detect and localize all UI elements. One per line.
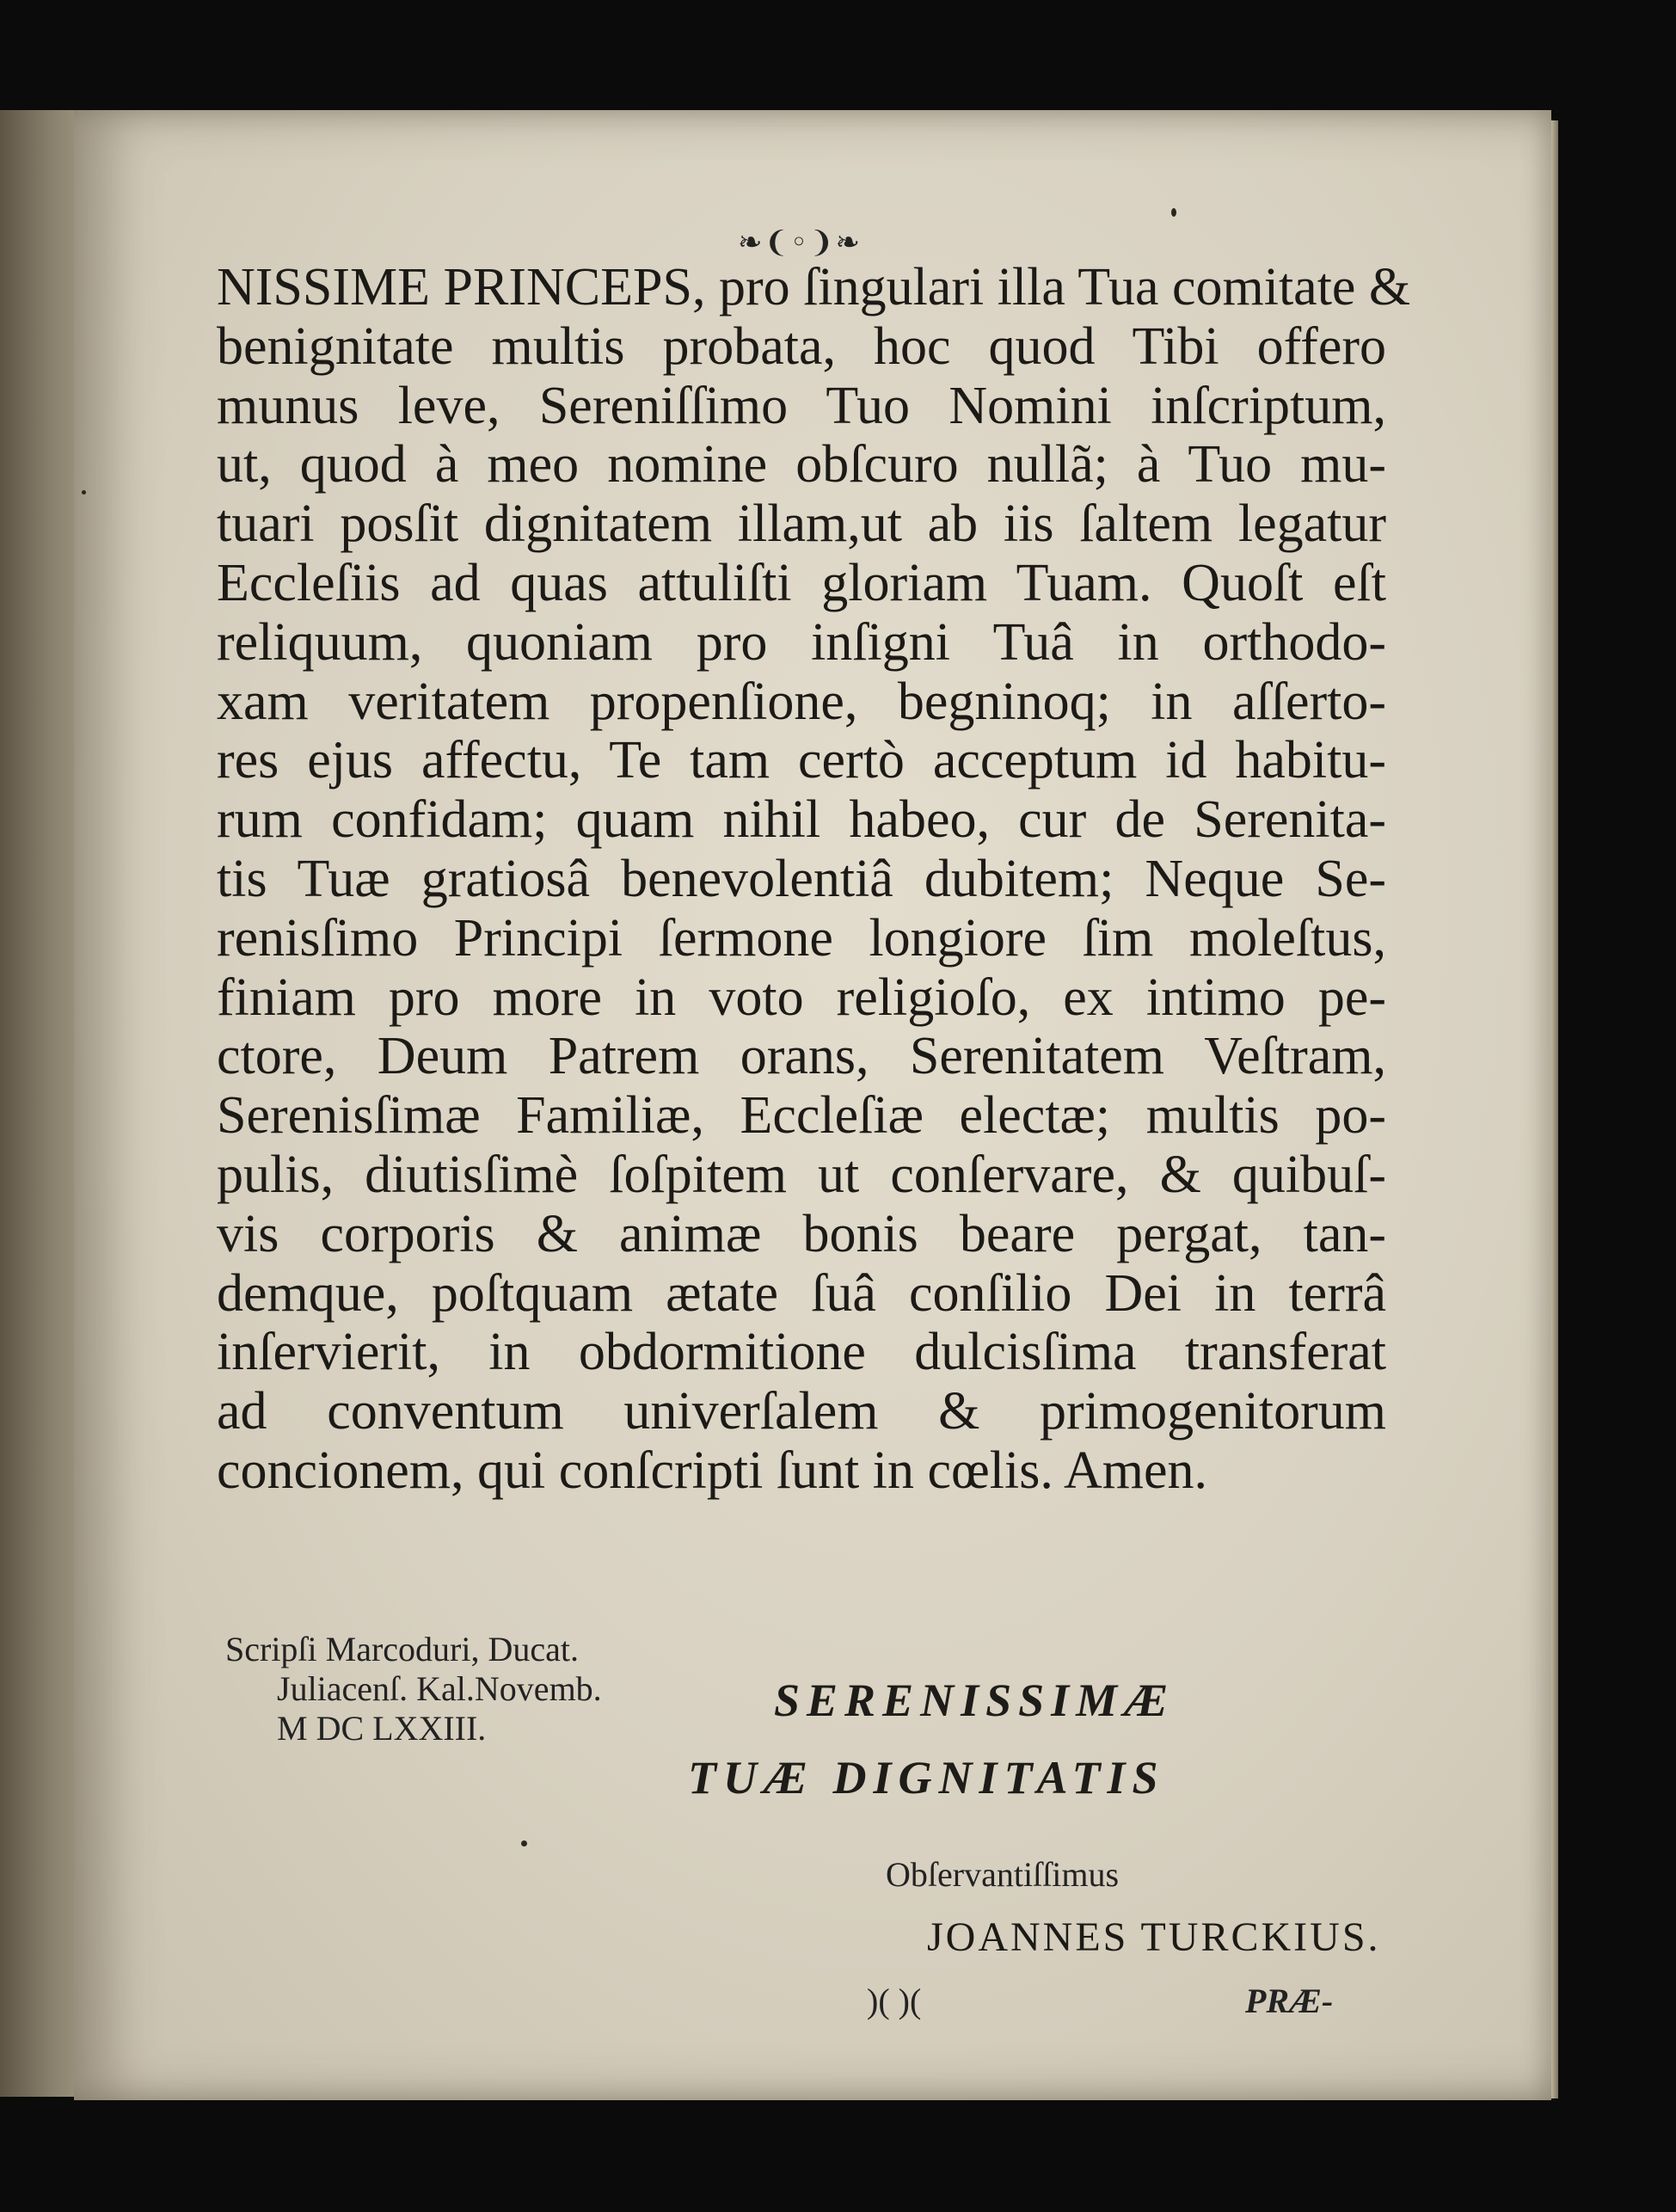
text-line: munus leve, Sereniſſimo Tuo Nomini inſcriptum, [217,376,1386,435]
text-line: pulis, diutisſimè ſoſpitem ut conſervare, & quibuſ- [217,1145,1386,1204]
printer-signature: )( )( [867,1982,922,2020]
dateline-line: M DC LXXIII. [277,1709,487,1748]
ink-speck [521,1840,527,1846]
text-line: tis Tuæ gratiosâ benevolentiâ dubitem; Neque Se- [217,849,1386,908]
text-line: finiam pro more in voto religioſo, ex intimo pe- [217,968,1386,1027]
text-line: res ejus affectu, Te tam certò acceptum id habitu- [217,731,1386,790]
text-line: vis corporis & animæ bonis beare pergat, tan- [217,1204,1386,1263]
text-line: ut, quod à meo nomine obſcuro nullã; à Tuo mu- [217,435,1386,495]
dateline-line: Juliacenſ. Kal.Novemb. [277,1669,602,1708]
text-line: inſervierit, in obdormitione dulcisſima transferat [217,1323,1386,1382]
header-ornament: ❧❨◦❩❧ [737,225,862,260]
ink-speck [1171,208,1176,217]
text-line: benignitate multis probata, hoc quod Tibi offero [217,316,1386,376]
dedication-line: TUÆ DIGNITATIS [688,1752,1165,1803]
text-line: demque, poſtquam ætate ſuâ conſilio Dei in terrâ [217,1263,1386,1323]
dateline [225,1630,602,1748]
page-edge [1551,120,1558,2098]
text-line: concionem, qui conſcripti ſunt in cœlis. Amen. [217,1441,1207,1500]
text-line: ctore, Deum Patrem orans, Serenitatem Veſtram, [217,1027,1386,1086]
closing-formula: Obſervantiſſimus [886,1855,1120,1894]
text-line: Eccleſiis ad quas attuliſti gloriam Tuam. Quoſt eſt [217,553,1386,612]
dedication [688,1662,1376,1816]
text-line: ad conventum univerſalem & primogenitorum [217,1382,1386,1441]
dedication-line: SERENISSIMÆ [774,1674,1176,1726]
text-line: tuari posſit dignitatem illam,ut ab iis ſaltem legatur [217,495,1386,554]
text-line: renisſimo Principi ſermone longiore ſim moleſtus, [217,908,1386,968]
text-line: Serenisſimæ Familiæ, Eccleſiæ electæ; multis po- [217,1086,1386,1146]
dateline-line: Scripſi Marcoduri, Ducat. [225,1630,579,1668]
text-line: reliquum, quoniam pro inſigni Tuâ in orthodo- [217,612,1386,672]
text-line: rum confidam; quam nihil habeo, cur de Serenita- [217,790,1386,850]
text-line: xam veritatem propenſione, begninoq; in aſſerto- [217,672,1386,731]
ink-speck [82,490,86,495]
main-text [217,258,1411,1501]
catchword: PRÆ- [1245,1982,1334,2020]
author-name: JOANNES TURCKIUS. [927,1914,1381,1960]
text-line: NISSIME PRINCEPS, pro ſingulari illa Tua comitate & [217,258,1411,316]
